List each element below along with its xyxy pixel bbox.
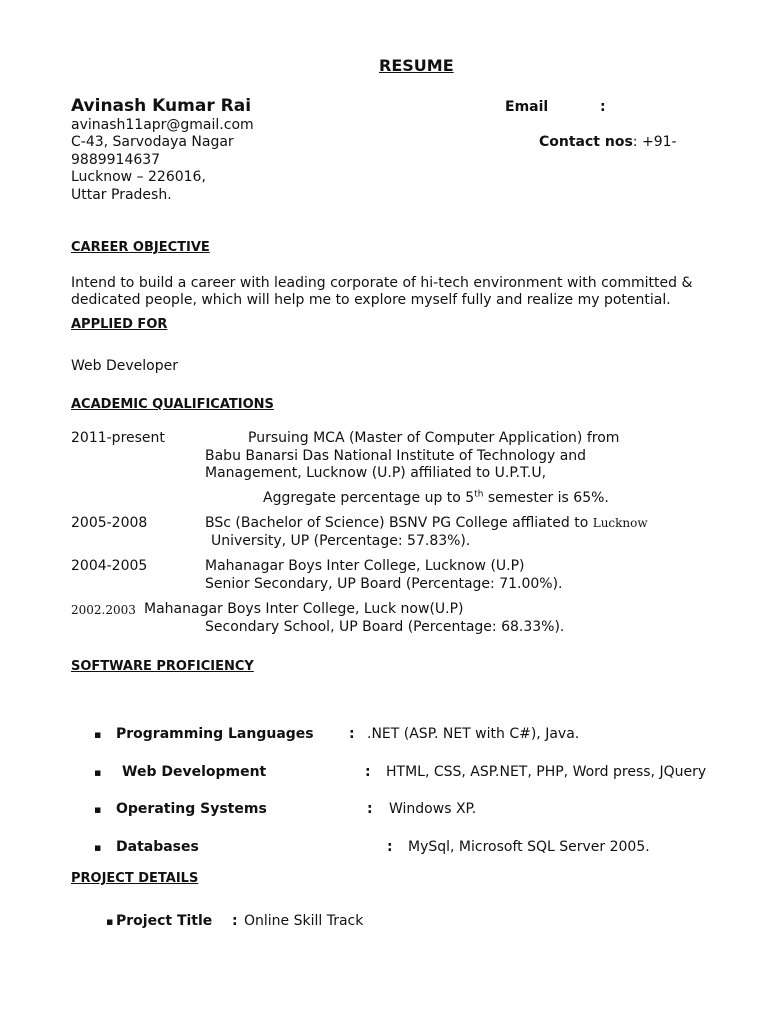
academic-heading-text: ACADEMIC QUALIFICATIONS <box>71 397 274 412</box>
skill-label-programming: Programming Languages <box>116 726 314 742</box>
edu-year-1: 2011-present <box>71 430 165 446</box>
skill-colon: : <box>365 764 371 780</box>
edu-4-line-1: Mahanagar Boys Inter College, Luck now(U.P) <box>144 601 464 617</box>
edu-year-2: 2005-2008 <box>71 515 148 531</box>
skill-colon: : <box>367 801 373 817</box>
edu-2-line-2: University, UP (Percentage: 57.83%). <box>211 533 471 549</box>
skill-value-programming: .NET (ASP. NET with C#), Java. <box>367 726 580 742</box>
skill-colon: : <box>349 726 355 742</box>
edu-1-agg-text: Aggregate percentage up to 5 <box>263 490 475 506</box>
edu-1-superscript: th <box>474 489 484 500</box>
email-address: avinash11apr@gmail.com <box>71 117 254 133</box>
edu-year-3: 2004-2005 <box>71 558 148 574</box>
bullet-icon: ▪ <box>106 915 114 928</box>
skill-value-os: Windows XP. <box>389 801 477 817</box>
objective-line-2: dedicated people, which will help me to explore myself fully and realize my potential. <box>71 292 671 308</box>
edu-3-line-1: Mahanagar Boys Inter College, Lucknow (U.P) <box>205 558 525 574</box>
edu-4-line-2: Secondary School, UP Board (Percentage: 68.33%). <box>205 619 565 635</box>
email-label: Email <box>505 99 549 115</box>
address-line-1: C-43, Sarvodaya Nagar <box>71 134 234 150</box>
project-title-label: Project Title <box>116 913 213 929</box>
skill-colon: : <box>387 839 393 855</box>
page-title: RESUME <box>379 56 454 75</box>
address-line-3: Uttar Pradesh. <box>71 187 172 203</box>
candidate-name: Avinash Kumar Rai <box>71 96 252 116</box>
edu-1-agg-tail: semester is 65%. <box>483 490 609 506</box>
applied-position: Web Developer <box>71 358 178 374</box>
edu-year-4: 2002.2003 <box>71 603 136 617</box>
applied-for-heading: APPLIED FOR <box>71 317 168 332</box>
bullet-icon: ▪ <box>94 728 102 741</box>
email-colon: : <box>600 99 606 115</box>
contact-label: Contact nos <box>539 134 633 150</box>
edu-1-line-4 <box>263 489 609 507</box>
software-heading: SOFTWARE PROFICIENCY <box>71 659 254 674</box>
edu-2-text: BSc (Bachelor of Science) BSNV PG College affliated to <box>205 515 593 531</box>
project-heading: PROJECT DETAILS <box>71 871 199 886</box>
edu-2-line-1 <box>205 514 648 532</box>
skill-value-databases: MySql, Microsoft SQL Server 2005. <box>408 839 650 855</box>
objective-line-1: Intend to build a career with leading corporate of hi-tech environment with committed & <box>71 275 693 291</box>
edu-1-line-3: Management, Lucknow (U.P) affiliated to U.P.T.U, <box>205 465 547 481</box>
skill-value-web: HTML, CSS, ASP.NET, PHP, Word press, JQuery <box>386 764 707 780</box>
skill-label-os: Operating Systems <box>116 801 267 817</box>
edu-1-line-2: Babu Banarsi Das National Institute of Technology and <box>205 448 587 464</box>
bullet-icon: ▪ <box>94 766 102 779</box>
skill-label-web: Web Development <box>122 764 267 780</box>
phone-number: 9889914637 <box>71 152 161 168</box>
contact-prefix: : +91- <box>632 134 677 150</box>
bullet-icon: ▪ <box>94 803 102 816</box>
address-line-2: Lucknow – 226016, <box>71 169 206 185</box>
edu-2-city: Lucknow <box>592 516 648 530</box>
contact-numbers <box>539 133 677 151</box>
skill-label-databases: Databases <box>116 839 199 855</box>
edu-1-line-1: Pursuing MCA (Master of Computer Application) from <box>248 430 620 446</box>
bullet-icon: ▪ <box>94 841 102 854</box>
project-colon: : <box>232 913 238 929</box>
edu-3-line-2: Senior Secondary, UP Board (Percentage: 71.00%). <box>205 576 563 592</box>
project-title-value: Online Skill Track <box>244 913 364 929</box>
academic-heading <box>71 397 631 412</box>
career-objective-heading: CAREER OBJECTIVE <box>71 240 210 255</box>
